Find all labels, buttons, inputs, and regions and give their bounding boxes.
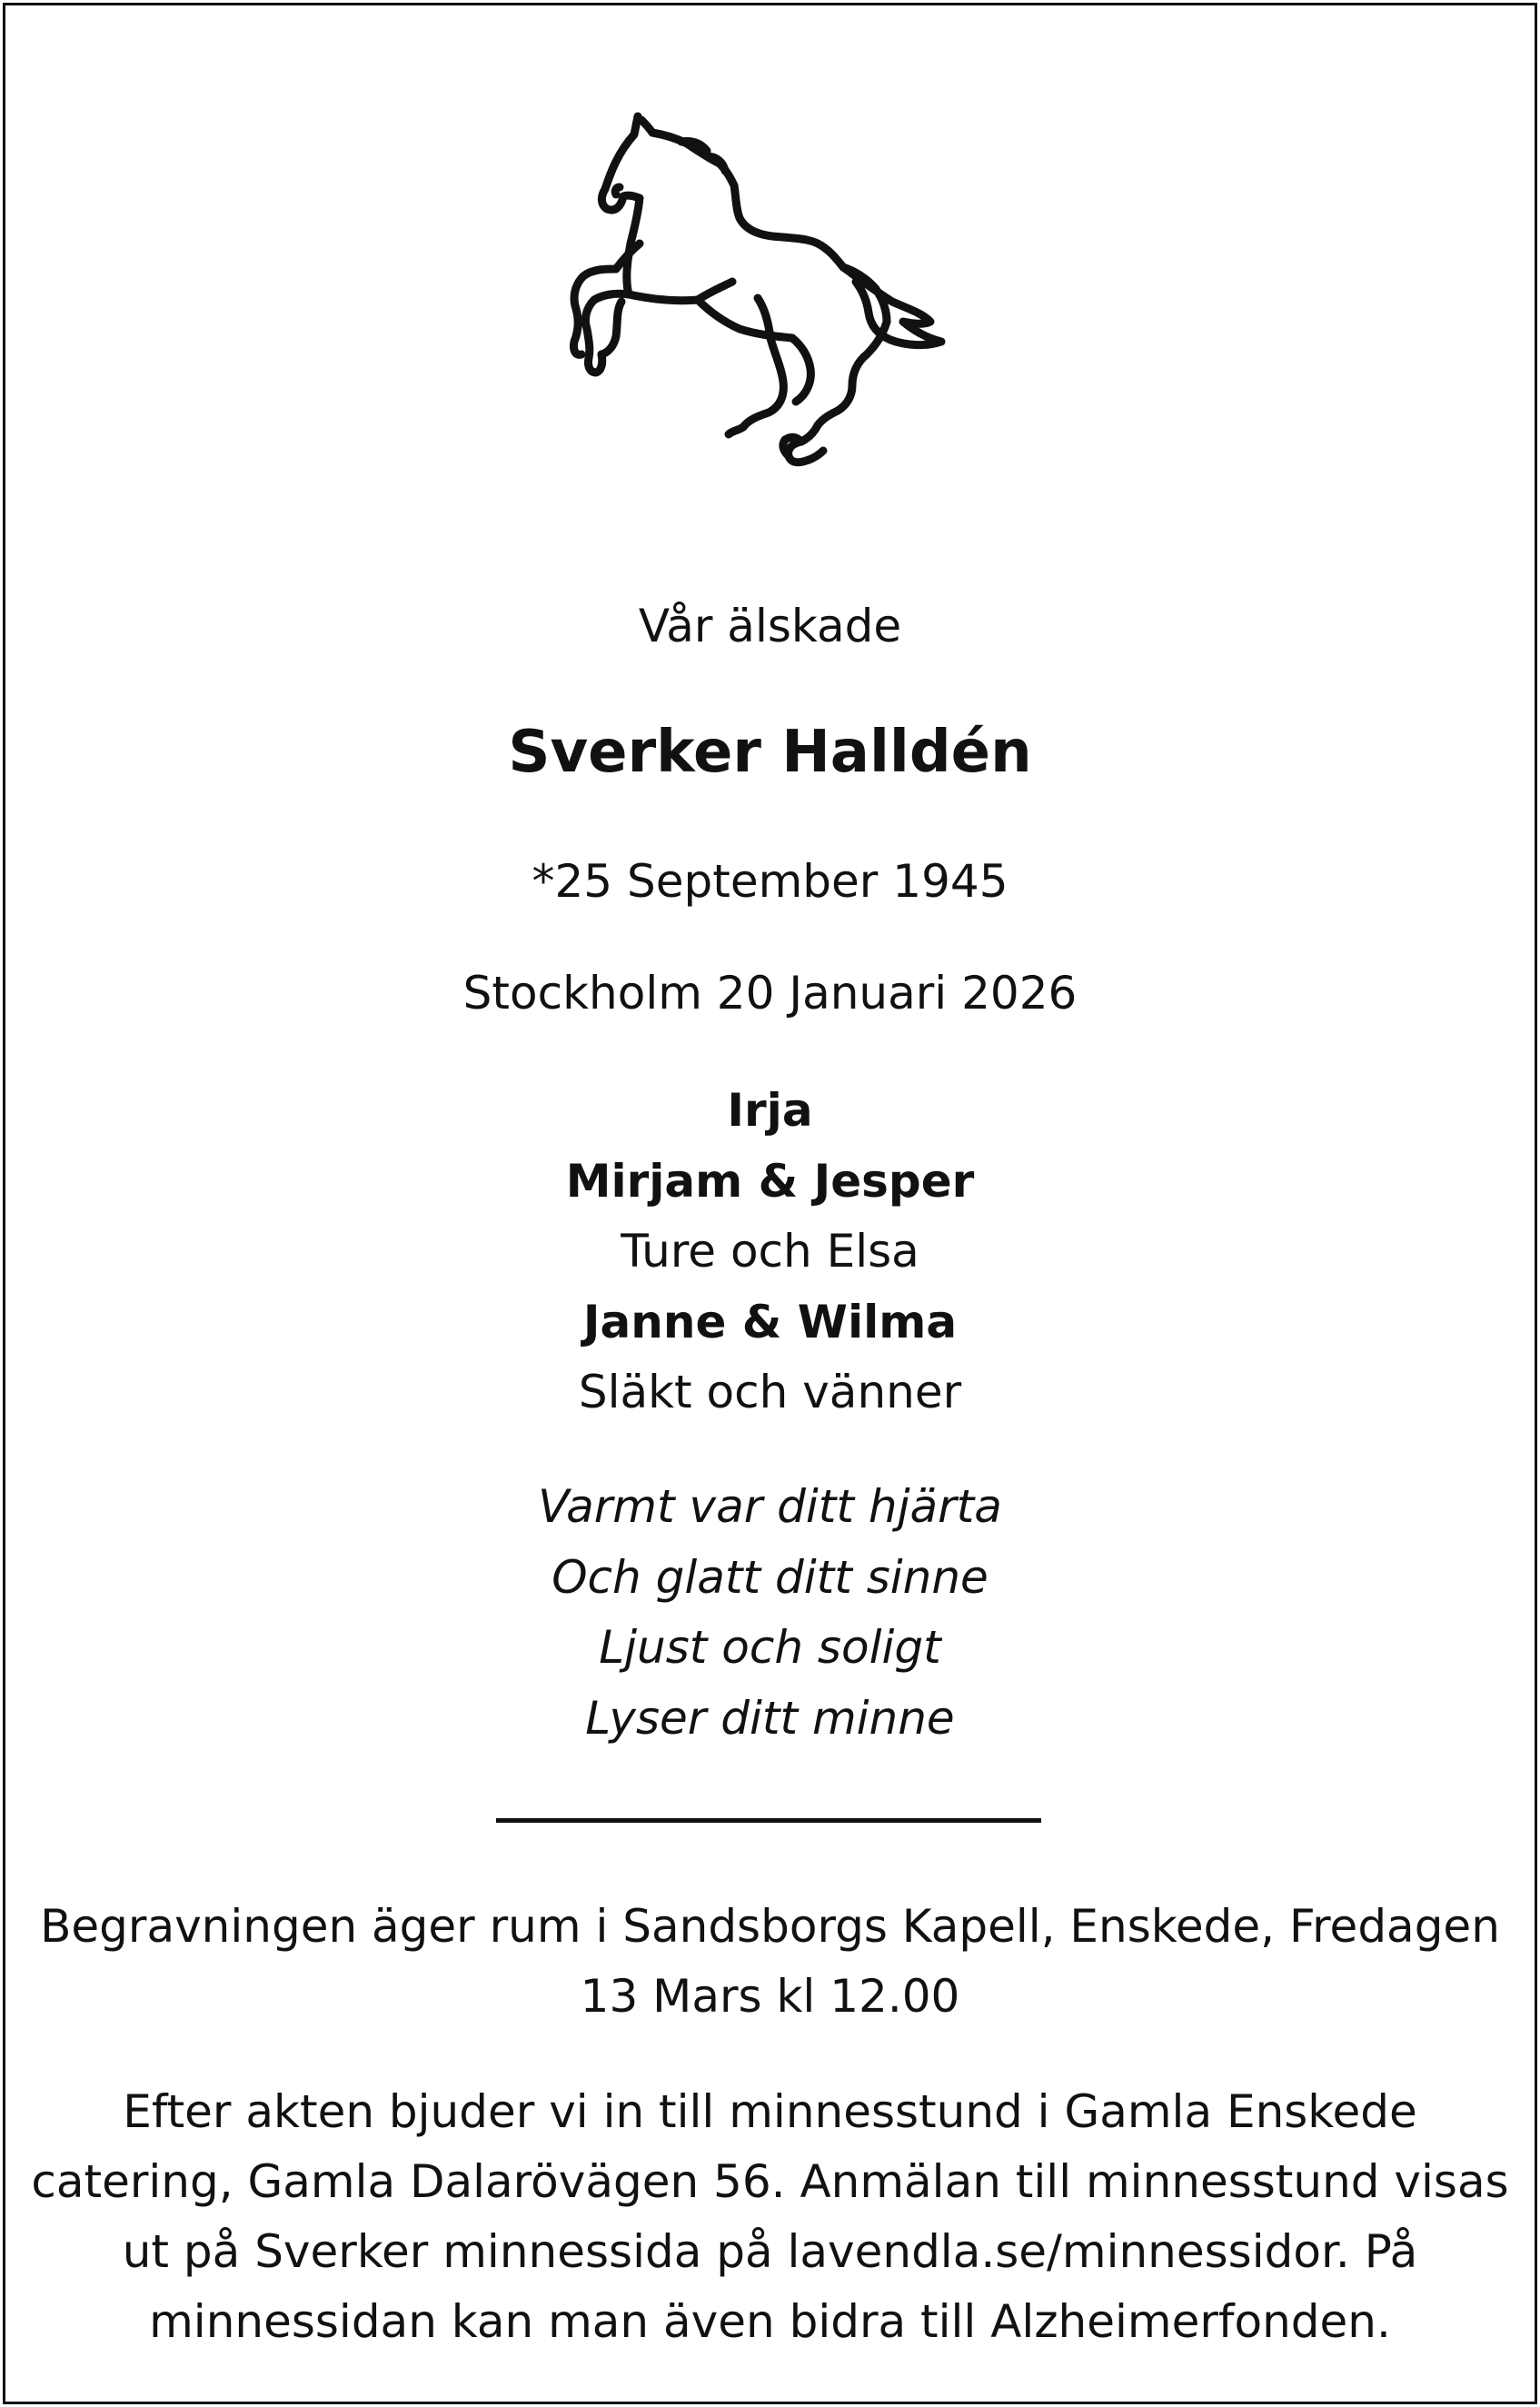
death-place-date: Stockholm 20 Januari 2026 — [462, 967, 1078, 1019]
family-list — [0, 1076, 1540, 1428]
family-member: Janne & Wilma — [582, 1295, 958, 1348]
intro-text: Vår älskade — [638, 600, 902, 652]
funeral-info: Begravningen äger rum i Sandsborgs Kapell, Enskede, Fredagen 13 Mars kl 12.00 — [40, 1900, 1500, 2023]
reception-info: Efter akten bjuder vi in till minnesstund i Gamla Enskede catering, Gamla Dalarövägen 56. Anmälan till minnesstund visas ut på Sverker minnessida på lavendla.se/minnessidor. På minnessidan kan man även bidra till Alzheimerfonden. — [31, 2085, 1509, 2348]
family-member: Ture och Elsa — [621, 1225, 919, 1278]
memorial-poem — [0, 1472, 1540, 1754]
poem-line: Varmt var ditt hjärta — [538, 1480, 1002, 1533]
family-member: Släkt och vänner — [578, 1366, 962, 1418]
poem-line: Ljust och soligt — [599, 1621, 941, 1674]
family-member: Mirjam & Jesper — [565, 1154, 975, 1208]
birth-date: *25 September 1945 — [532, 855, 1008, 908]
family-member: Irja — [727, 1084, 813, 1137]
horse-icon — [563, 107, 972, 489]
divider-line — [496, 1818, 1041, 1823]
deceased-name: Sverker Halldén — [508, 719, 1032, 786]
poem-line: Lyser ditt minne — [585, 1691, 955, 1745]
poem-line: Och glatt ditt sinne — [551, 1550, 989, 1604]
